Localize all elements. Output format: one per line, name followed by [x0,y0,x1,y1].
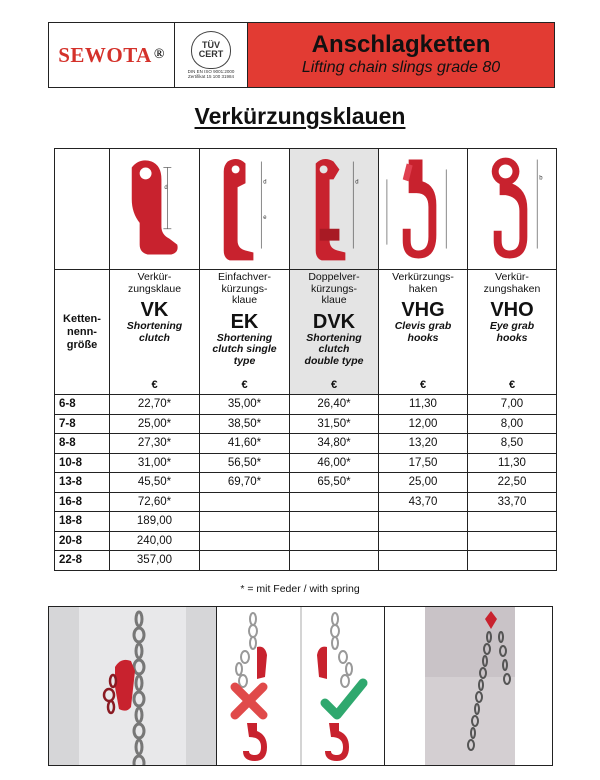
ek-header [200,270,290,395]
table-row [55,414,557,434]
price-cell: 69,70* [200,473,290,493]
price-cell: 45,50* [110,473,200,493]
size-column-header [55,270,110,395]
price-cell: 56,50* [200,453,290,473]
vhg-english: Clevis grab hooks [394,320,452,344]
table-row [55,473,557,493]
table-row [55,531,557,551]
vk-german: Verkür- zungsklaue [127,271,182,295]
price-cell: 11,30 [468,453,557,473]
ek-currency: € [241,379,248,391]
dvk-header [290,270,379,395]
page-title: Verkürzungsklauen [194,103,406,129]
price-cell [200,512,290,532]
price-cell [200,551,290,571]
vk-currency: € [151,379,158,391]
size-cell: 13-8 [55,473,110,493]
chain-sling-photo [385,607,552,765]
price-cell: 35,00* [200,395,290,415]
vk-header [110,270,200,395]
price-cell: 31,00* [110,453,200,473]
price-cell [290,551,379,571]
price-cell: 46,00* [290,453,379,473]
single-clutch-icon [200,149,289,269]
vho-image [468,149,557,270]
vhg-image [379,149,468,270]
price-cell: 72,60* [110,492,200,512]
empty-corner-cell [55,149,110,270]
ek-german: Einfachver- kürzungs- klaue [217,271,272,306]
price-cell: 34,80* [290,434,379,454]
size-cell: 7-8 [55,414,110,434]
table-row [55,395,557,415]
price-cell: 8,00 [468,414,557,434]
price-cell [290,512,379,532]
price-cell: 12,00 [379,414,468,434]
size-cell: 10-8 [55,453,110,473]
price-cell [379,531,468,551]
price-cell: 43,70 [379,492,468,512]
price-cell [379,551,468,571]
price-cell [200,531,290,551]
ek-code: EK [230,310,259,333]
size-cell: 20-8 [55,531,110,551]
cert-badge-sub: CERT [198,48,224,59]
price-cell: 25,00* [110,414,200,434]
svg-text:d: d [164,185,168,192]
cert-standard: DIN EN ISO 9001:2000 [187,68,235,74]
photo-usage-diagram [216,607,384,765]
price-cell: 17,50 [379,453,468,473]
vho-currency: € [508,379,516,391]
ek-english: Shortening clutch single type [212,331,277,367]
price-cell: 7,00 [468,395,557,415]
price-cell: 31,50* [290,414,379,434]
price-cell: 33,70 [468,492,557,512]
svg-text:e: e [263,214,267,221]
double-clutch-icon [290,149,378,269]
tuv-cert-icon [191,31,231,69]
price-cell: 11,30 [379,395,468,415]
size-cell: 16-8 [55,492,110,512]
certification-block [175,23,248,87]
eye-grab-hook-icon [468,149,556,269]
price-cell: 38,50* [200,414,290,434]
price-cell [468,551,557,571]
title-block [248,23,554,87]
vhg-german: Verkürzungs- haken [392,271,454,295]
product-image-row [55,149,557,270]
price-cell: 22,50 [468,473,557,493]
clevis-grab-hook-icon [379,149,467,269]
vhg-header [379,270,468,395]
price-cell: 240,00 [110,531,200,551]
cert-number: Zertifikat 15 100 31984 [187,74,235,79]
price-cell: 13,20 [379,434,468,454]
price-table [54,148,557,571]
vho-english: Eye grab hooks [489,320,535,344]
vk-code: VK [140,299,169,321]
footnote: * = mit Feder / with spring [240,583,360,595]
photo-sling-in-use [384,607,552,765]
size-cell: 8-8 [55,434,110,454]
price-cell: 8,50 [468,434,557,454]
price-cell: 25,00 [379,473,468,493]
header-bar [48,22,555,88]
price-cell [468,531,557,551]
chain-clutch-photo [49,607,216,765]
price-cell: 22,70* [110,395,200,415]
table-row [55,512,557,532]
brand-logo [49,23,175,87]
product-header-row [55,270,557,395]
dvk-code: DVK [312,310,356,333]
price-cell [200,492,290,512]
svg-text:d: d [263,179,267,186]
price-cell: 65,50* [290,473,379,493]
dvk-english: Shortening clutch double type [304,331,364,367]
cert-badge-text: TÜV [202,39,220,50]
price-cell [468,512,557,532]
price-cell: 27,30* [110,434,200,454]
photo-clutch-on-chain [49,607,216,765]
price-cell [379,512,468,532]
dvk-german: Doppelver- kürzungs- klaue [308,271,360,306]
price-cell [290,492,379,512]
size-cell: 22-8 [55,551,110,571]
brand-name: SEWOTA [58,42,152,67]
table-row [55,453,557,473]
vk-english: Shortening clutch [126,320,183,344]
price-cell: 357,00 [110,551,200,571]
header-title: Anschlagketten [311,31,491,58]
price-cell [290,531,379,551]
price-cell: 189,00 [110,512,200,532]
dvk-currency: € [330,379,338,391]
correct-incorrect-usage-diagram [217,607,384,765]
svg-text:d: d [355,179,359,186]
price-cell: 26,40* [290,395,379,415]
header-subtitle: Lifting chain slings grade 80 [301,59,501,76]
svg-text:b: b [539,175,543,182]
table-row [55,492,557,512]
vk-image [110,149,200,270]
vho-code: VHO [490,299,534,321]
vho-header [468,270,557,395]
size-cell: 6-8 [55,395,110,415]
vhg-currency: € [419,379,427,391]
table-row [55,434,557,454]
brand-mark: ® [153,47,165,62]
shortening-clutch-icon [110,149,199,269]
table-row [55,551,557,571]
size-label: Ketten- nenn- größe [63,312,101,351]
vho-german: Verkür- zungshaken [483,271,541,295]
price-cell: 41,60* [200,434,290,454]
vhg-code: VHG [401,299,445,321]
size-cell: 18-8 [55,512,110,532]
ek-image [200,149,290,270]
photo-strip [48,606,553,766]
dvk-image [290,149,379,270]
